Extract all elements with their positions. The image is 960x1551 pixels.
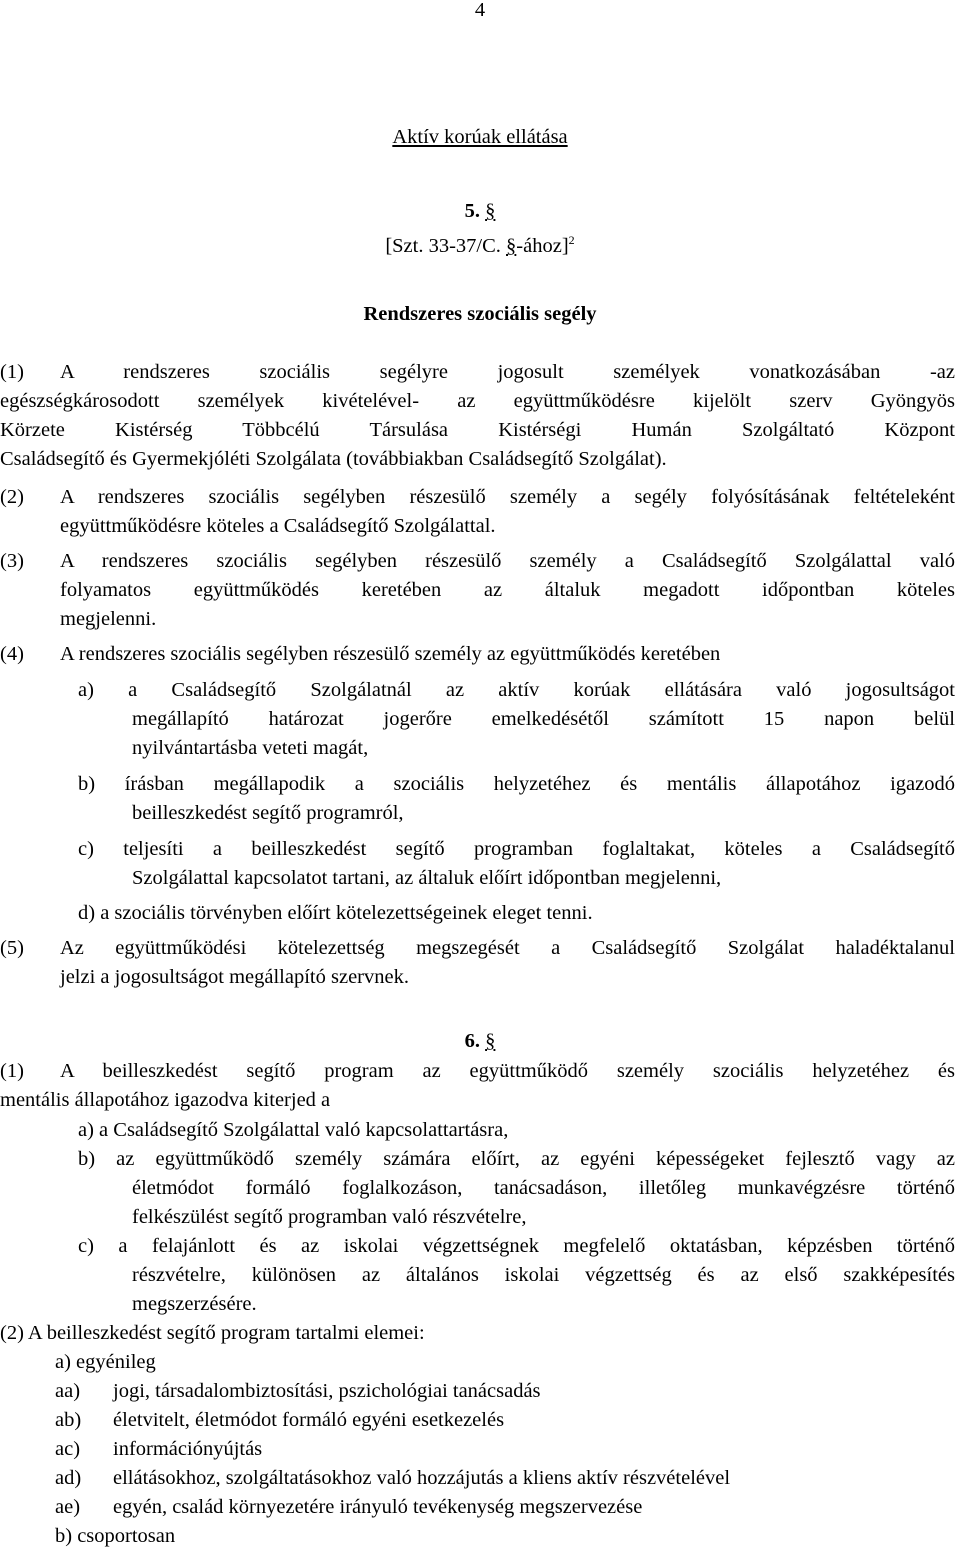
page-title: Aktív korúak ellátása xyxy=(392,126,568,148)
list-item-line: részvételre, különösen az általános iskolai végzettség és az első szakképesítés xyxy=(132,1264,955,1286)
sub-item-text: jogi, társadalombiztosítási, pszichológiai tanácsadás xyxy=(113,1380,541,1402)
sub-item-text: életvitelt, életmódot formáló egyéni esetkezelés xyxy=(113,1409,505,1431)
paragraph-line: A rendszeres szociális segélyben részesülő személy a segély folyósításának feltételeként xyxy=(60,486,955,508)
list-item-line: Szolgálattal kapcsolatot tartani, az általuk előírt időpontban megjelenni, xyxy=(132,867,722,889)
section-5-reference xyxy=(0,232,960,261)
section-subtitle: Rendszeres szociális segély xyxy=(363,303,597,325)
section-6-heading xyxy=(0,1027,960,1056)
paragraph-line: A rendszeres szociális segélyre jogosult személyek vonatkozásában -az xyxy=(60,361,955,383)
list-item-line: megállapító határozat jogerőre emelkedésétől számított 15 napon belül xyxy=(132,708,955,730)
paragraph-line: A rendszeres szociális segélyben részesülő személy a Családsegítő Szolgálattal való xyxy=(60,550,955,572)
reference-section-symbol: § xyxy=(506,235,517,257)
list-item-line: b) csoportosan xyxy=(55,1525,176,1547)
sub-item-label: aa) xyxy=(55,1380,81,1402)
reference-suffix: -ához] xyxy=(516,235,569,257)
section-5-number: 5. xyxy=(464,200,480,222)
paragraph-number: (1) xyxy=(0,361,24,383)
paragraph-number: (1) xyxy=(0,1060,24,1082)
reference-prefix: [Szt. 33-37/C. xyxy=(385,235,501,257)
paragraph-number: (4) xyxy=(0,643,24,665)
paragraph-number: (2) xyxy=(0,486,24,508)
list-item-line: felkészülést segítő programban való részvételre, xyxy=(132,1206,527,1228)
paragraph-line: A beilleszkedést segítő program az együttműködő személy szociális helyzetéhez és xyxy=(60,1060,955,1082)
paragraph-line: Az együttműködési kötelezettség megszegését a Családsegítő Szolgálat haladéktalanul xyxy=(60,937,955,959)
paragraph-line: megjelenni. xyxy=(60,608,157,630)
list-item-line: d) a szociális törvényben előírt kötelezettségeinek eleget tenni. xyxy=(78,902,593,924)
sub-item-text: információnyújtás xyxy=(113,1438,263,1460)
sub-item-label: ac) xyxy=(55,1438,81,1460)
list-item-line: megszerzésére. xyxy=(132,1293,257,1315)
paragraph-line: (2) A beilleszkedést segítő program tartalmi elemei: xyxy=(0,1322,425,1344)
list-item-line: nyilvántartásba veteti magát, xyxy=(132,737,369,759)
sub-item-label: ab) xyxy=(55,1409,82,1431)
paragraph-number: (5) xyxy=(0,937,24,959)
list-item-line: életmódot formáló foglalkozáson, tanácsadáson, illetőleg munkavégzésre történő xyxy=(132,1177,955,1199)
paragraph-line: folyamatos együttműködés keretében az általuk megadott időpontban köteles xyxy=(60,579,955,601)
paragraph-line: együttműködésre köteles a Családsegítő Szolgálattal. xyxy=(60,515,496,537)
list-item-line: c) a felajánlott és az iskolai végzettségnek megfelelő oktatásban, képzésben történő xyxy=(78,1235,955,1257)
list-item-line: a) a Családsegítő Szolgálatnál az aktív korúak ellátására való jogosultságot xyxy=(78,679,955,701)
list-item-line: c) teljesíti a beilleszkedést segítő programban foglaltakat, köteles a Családsegítő xyxy=(78,838,955,860)
list-item-line: b) írásban megállapodik a szociális helyzetéhez és mentális állapotához igazodó xyxy=(78,773,955,795)
section-5-heading xyxy=(0,197,960,226)
section-6-number: 6. xyxy=(464,1030,480,1052)
list-item-line: a) egyénileg xyxy=(55,1351,156,1373)
paragraph-line: A rendszeres szociális segélyben részesülő személy az együttműködés keretében xyxy=(60,643,721,665)
paragraph-line: egészségkárosodott személyek kivételével- az együttműködésre kijelölt szerv Gyöngyös xyxy=(0,390,955,412)
paragraph-line: jelzi a jogosultságot megállapító szervnek. xyxy=(60,966,409,988)
list-item-line: a) a Családsegítő Szolgálattal való kapcsolattartásra, xyxy=(78,1119,509,1141)
paragraph-line: Családsegítő és Gyermekjóléti Szolgálata (továbbiakban Családsegítő Szolgálat). xyxy=(0,448,667,470)
sub-item-label: ae) xyxy=(55,1496,81,1518)
list-item-line: beilleszkedést segítő programról, xyxy=(132,802,404,824)
section-symbol: § xyxy=(485,200,496,222)
sub-item-label: ad) xyxy=(55,1467,82,1489)
sub-item-text: egyén, család környezetére irányuló tevékenység megszervezése xyxy=(113,1496,643,1518)
sub-item-text: ellátásokhoz, szolgáltatásokhoz való hozzájutás a kliens aktív részvételével xyxy=(113,1467,731,1489)
list-item-line: b) az együttműködő személy számára előírt, az egyéni képességeket fejlesztő vagy az xyxy=(78,1148,955,1170)
paragraph-line: Körzete Kistérség Többcélú Társulása Kistérségi Humán Szolgáltató Központ xyxy=(0,419,955,441)
paragraph-line: mentális állapotához igazodva kiterjed a xyxy=(0,1089,331,1111)
footnote-marker: 2 xyxy=(568,233,575,248)
page-number: 4 xyxy=(474,0,486,21)
section-symbol: § xyxy=(485,1030,496,1052)
paragraph-number: (3) xyxy=(0,550,24,572)
